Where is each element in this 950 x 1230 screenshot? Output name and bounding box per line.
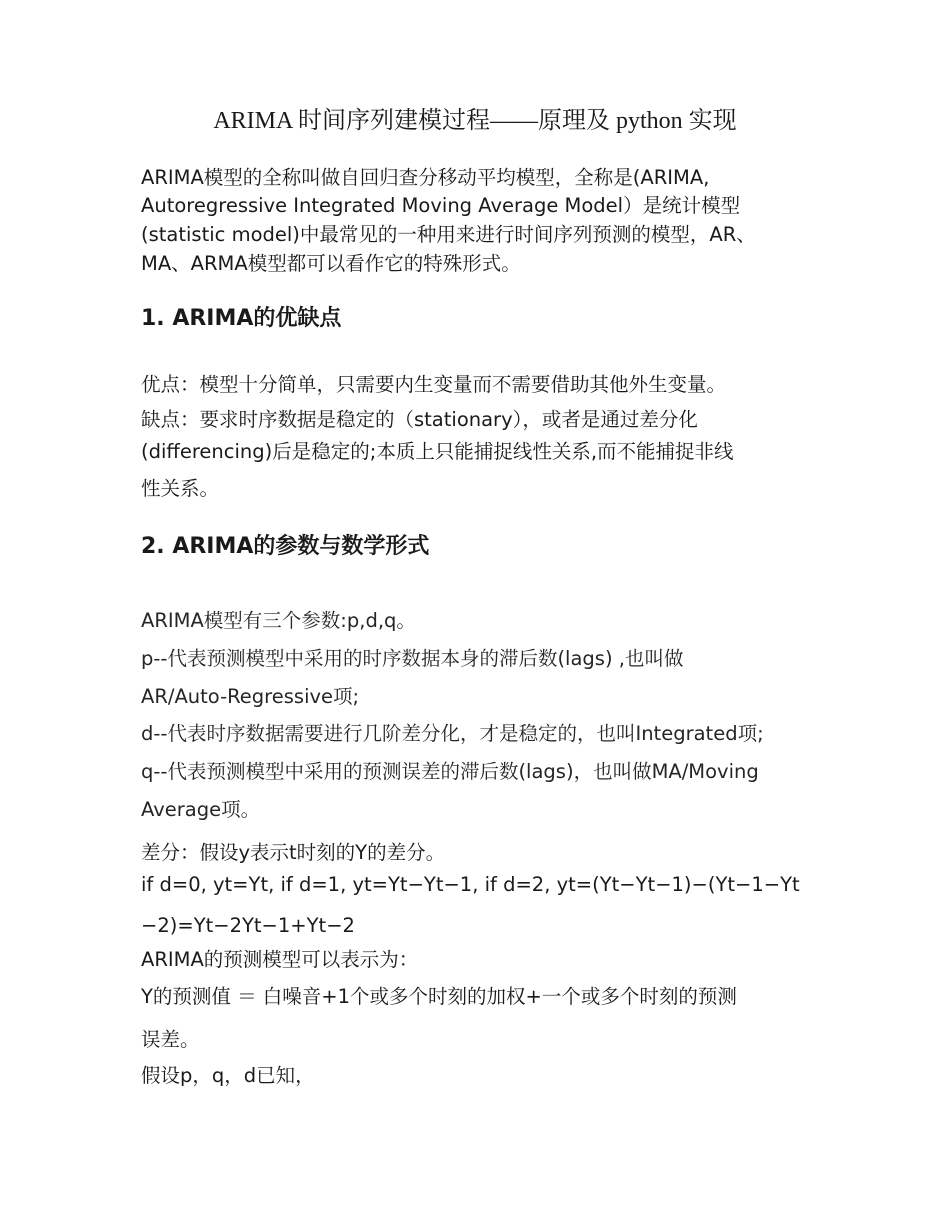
assume-line: 假设p，q，d已知， — [141, 1064, 315, 1087]
formula-line-1: if d=0, yt=Yt, if d=1, yt=Yt−Yt−1, if d=2, yt=(Yt−Yt−1)−(Yt−1−Yt — [141, 873, 800, 896]
cons-line-2: (differencing)后是稳定的;本质上只能捕捉线性关系,而不能捕捉非线 — [141, 440, 734, 463]
intro-line-3: (statistic model)中最常见的一种用来进行时间序列预测的模型，AR、 — [141, 223, 756, 246]
intro-line-1: ARIMA模型的全称叫做自回归查分移动平均模型，全称是(ARIMA, — [141, 166, 710, 189]
pros-line: 优点：模型十分简单，只需要内生变量而不需要借助其他外生变量。 — [141, 373, 727, 396]
params-intro-line: ARIMA模型有三个参数:p,d,q。 — [141, 609, 416, 632]
document-title: ARIMA 时间序列建模过程——原理及 python 实现 — [213, 108, 737, 134]
predict-value-line-2: 误差。 — [141, 1028, 200, 1051]
intro-line-2: Autoregressive Integrated Moving Average Model）是统计模型 — [141, 194, 741, 217]
formula-line-2: −2)=Yt−2Yt−1+Yt−2 — [141, 914, 355, 937]
section-1-heading: 1. ARIMA的优缺点 — [141, 306, 342, 331]
difference-line: 差分：假设y表示t时刻的Y的差分。 — [141, 841, 446, 864]
param-p-line-2: AR/Auto-Regressive项; — [141, 685, 360, 708]
param-q-line-2: Average项。 — [141, 798, 261, 821]
predict-model-line: ARIMA的预测模型可以表示为： — [141, 948, 419, 971]
section-2-heading: 2. ARIMA的参数与数学形式 — [141, 534, 430, 559]
param-p-line-1: p--代表预测模型中采用的时序数据本身的滞后数(lags) ,也叫做 — [141, 647, 684, 670]
cons-line-3: 性关系。 — [141, 477, 220, 500]
cons-line-1: 缺点：要求时序数据是稳定的（stationary），或者是通过差分化 — [141, 408, 698, 431]
predict-value-line-1: Y的预测值 ＝ 白噪音+1个或多个时刻的加权+一个或多个时刻的预测 — [141, 985, 737, 1008]
param-d-line: d--代表时序数据需要进行几阶差分化，才是稳定的，也叫Integrated项; — [141, 722, 764, 745]
intro-line-4: MA、ARMA模型都可以看作它的特殊形式。 — [141, 252, 521, 275]
param-q-line-1: q--代表预测模型中采用的预测误差的滞后数(lags)，也叫做MA/Moving — [141, 760, 759, 783]
